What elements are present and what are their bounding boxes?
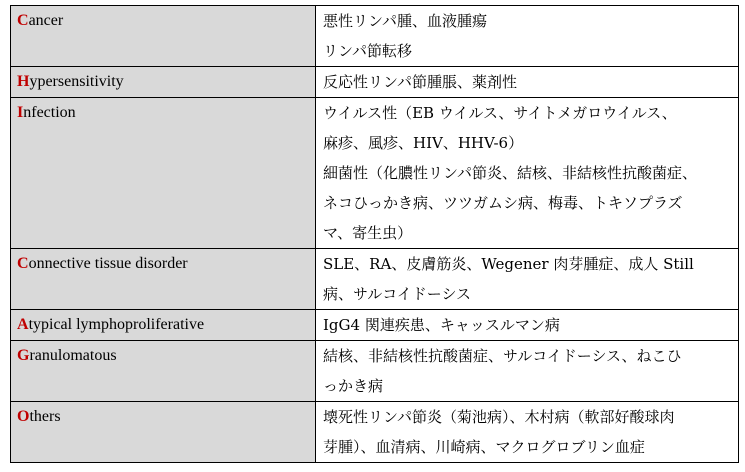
category-initial: O <box>17 408 30 425</box>
category-label: ypersensitivity <box>29 73 124 90</box>
category-cell <box>11 310 316 341</box>
description-line: SLE、RA、皮膚筋炎、Wegener 肉芽腫症、成人 Still <box>323 255 694 273</box>
description-line: IgG4 関連疾患、キャッスルマン病 <box>323 316 560 334</box>
category-initial: C <box>17 255 29 272</box>
table-row <box>11 341 739 402</box>
category-label: thers <box>29 408 61 425</box>
category-cell <box>11 249 316 310</box>
category-cell <box>11 98 316 249</box>
description-cell <box>316 98 739 249</box>
description-line: 悪性リンパ腫、血液腫瘍 <box>323 12 487 30</box>
description-cell <box>316 67 739 98</box>
description-cell <box>316 6 739 67</box>
category-cell <box>11 341 316 402</box>
category-label: typical lymphoproliferative <box>28 316 205 333</box>
description-line: 病、サルコイドーシス <box>323 285 472 303</box>
table-row <box>11 67 739 98</box>
description-line: 反応性リンパ節腫脹、薬剤性 <box>323 73 517 91</box>
description-line: ネコひっかき病、ツツガムシ病、梅毒、トキソプラズ <box>323 194 683 212</box>
description-line: 壊死性リンパ節炎（菊池病）、木村病（軟部好酸球肉 <box>323 408 675 426</box>
description-cell <box>316 249 739 310</box>
table-row <box>11 6 739 67</box>
description-line: ウイルス性（EB ウイルス、サイトメガロウイルス、 <box>323 104 677 122</box>
table-body <box>11 6 739 463</box>
category-cell <box>11 6 316 67</box>
description-line: 細菌性（化膿性リンパ節炎、結核、非結核性抗酸菌症、 <box>323 164 697 182</box>
description-line: っかき病 <box>323 377 384 395</box>
category-initial: C <box>17 12 29 29</box>
category-cell <box>11 67 316 98</box>
description-cell <box>316 402 739 463</box>
description-line: 芽腫）、血清病、川崎病、マクログロブリン血症 <box>323 438 645 456</box>
category-cell <box>11 402 316 463</box>
description-line: 結核、非結核性抗酸菌症、サルコイドーシス、ねこひ <box>323 347 682 365</box>
category-label: ranulomatous <box>29 347 117 364</box>
table-row <box>11 310 739 341</box>
description-cell <box>316 341 739 402</box>
category-initial: I <box>17 104 24 121</box>
category-initial: A <box>17 316 29 333</box>
category-label: ancer <box>28 12 64 29</box>
differential-diagnosis-table <box>10 5 739 463</box>
description-line: 麻疹、風疹、HIV、HHV-6） <box>323 134 524 152</box>
category-label: onnective tissue disorder <box>28 255 188 272</box>
table-row <box>11 402 739 463</box>
description-line: マ、寄生虫） <box>323 224 413 242</box>
description-cell <box>316 310 739 341</box>
category-initial: G <box>17 347 30 364</box>
category-label: nfection <box>23 104 76 121</box>
table-row <box>11 249 739 310</box>
table-row <box>11 98 739 249</box>
description-line: リンパ節転移 <box>323 42 412 60</box>
category-initial: H <box>17 73 30 90</box>
